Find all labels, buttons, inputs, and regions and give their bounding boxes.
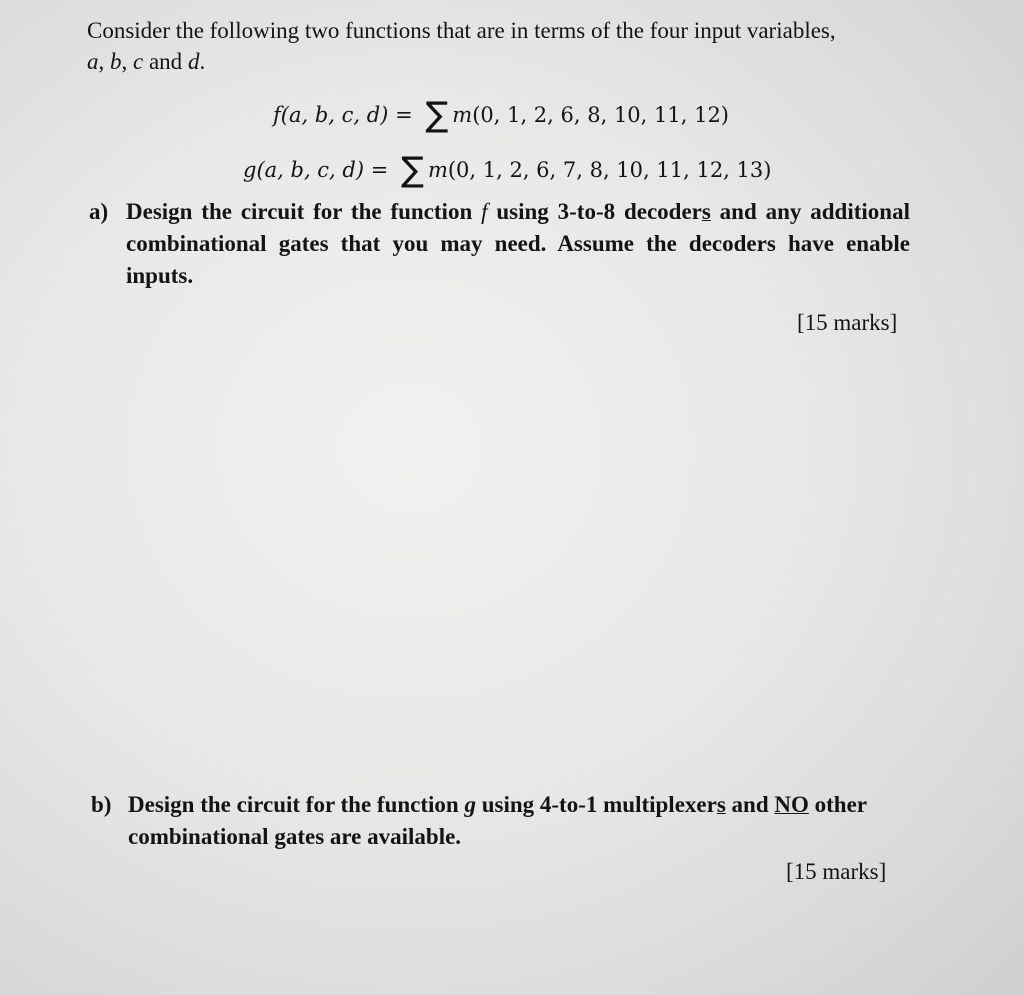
minterm-m: m [452,103,473,127]
equation-f-lhs: f(a, b, c, d) [273,103,389,127]
underlined-s: s [701,199,711,224]
intro-line-1: Consider the following two functions that are in terms of the four input variables, [87,18,836,43]
question-b-marks: [15 marks] [786,859,887,884]
question-a-text-part: using 3-to-8 decoder [487,199,702,224]
separator: , [121,49,133,74]
sigma-symbol: ∑ [401,150,424,190]
equation-f [273,95,729,135]
var-d: d [187,49,200,74]
question-b-text-part: other combinational gates are available. [128,792,867,849]
underlined-no: NO [774,792,809,817]
sigma-symbol: ∑ [425,95,449,135]
question-b-text-part: Design the circuit for the function [128,792,465,817]
question-a-label: a) [89,199,109,224]
question-a-text [126,196,910,292]
equation-g-minterms: (0, 1, 2, 6, 7, 8, 10, 11, 12, 13) [447,158,772,182]
separator: , [98,49,110,74]
question-b-text-part: using 4-to-1 multiplexer [475,792,717,817]
equals-sign: = [364,158,396,182]
question-b-text [128,789,918,853]
minterm-m: m [427,158,448,182]
question-b-label: b) [91,792,112,817]
equals-sign: = [388,103,420,127]
equation-g-lhs: g(a, b, c, d) [243,158,365,182]
question-b-text-part: and [725,792,775,817]
question-a-text-part: Design the circuit for the function [126,199,482,224]
function-g-var: g [464,792,476,817]
and-word: and [143,49,188,74]
function-f-var: f [481,199,488,224]
var-a: a [87,49,99,74]
intro-line-2 [87,47,205,77]
question-a-marks: [15 marks] [797,310,898,335]
var-b: b [110,49,122,74]
var-c: c [133,49,144,74]
equation-g [243,150,772,190]
underlined-s: s [716,792,726,817]
question-a-text-part: and any additional combinational gates that you may need. Assume the decoders have enable inputs. [126,199,910,288]
equation-f-minterms: (0, 1, 2, 6, 8, 10, 11, 12) [472,103,729,127]
period: . [199,49,206,74]
